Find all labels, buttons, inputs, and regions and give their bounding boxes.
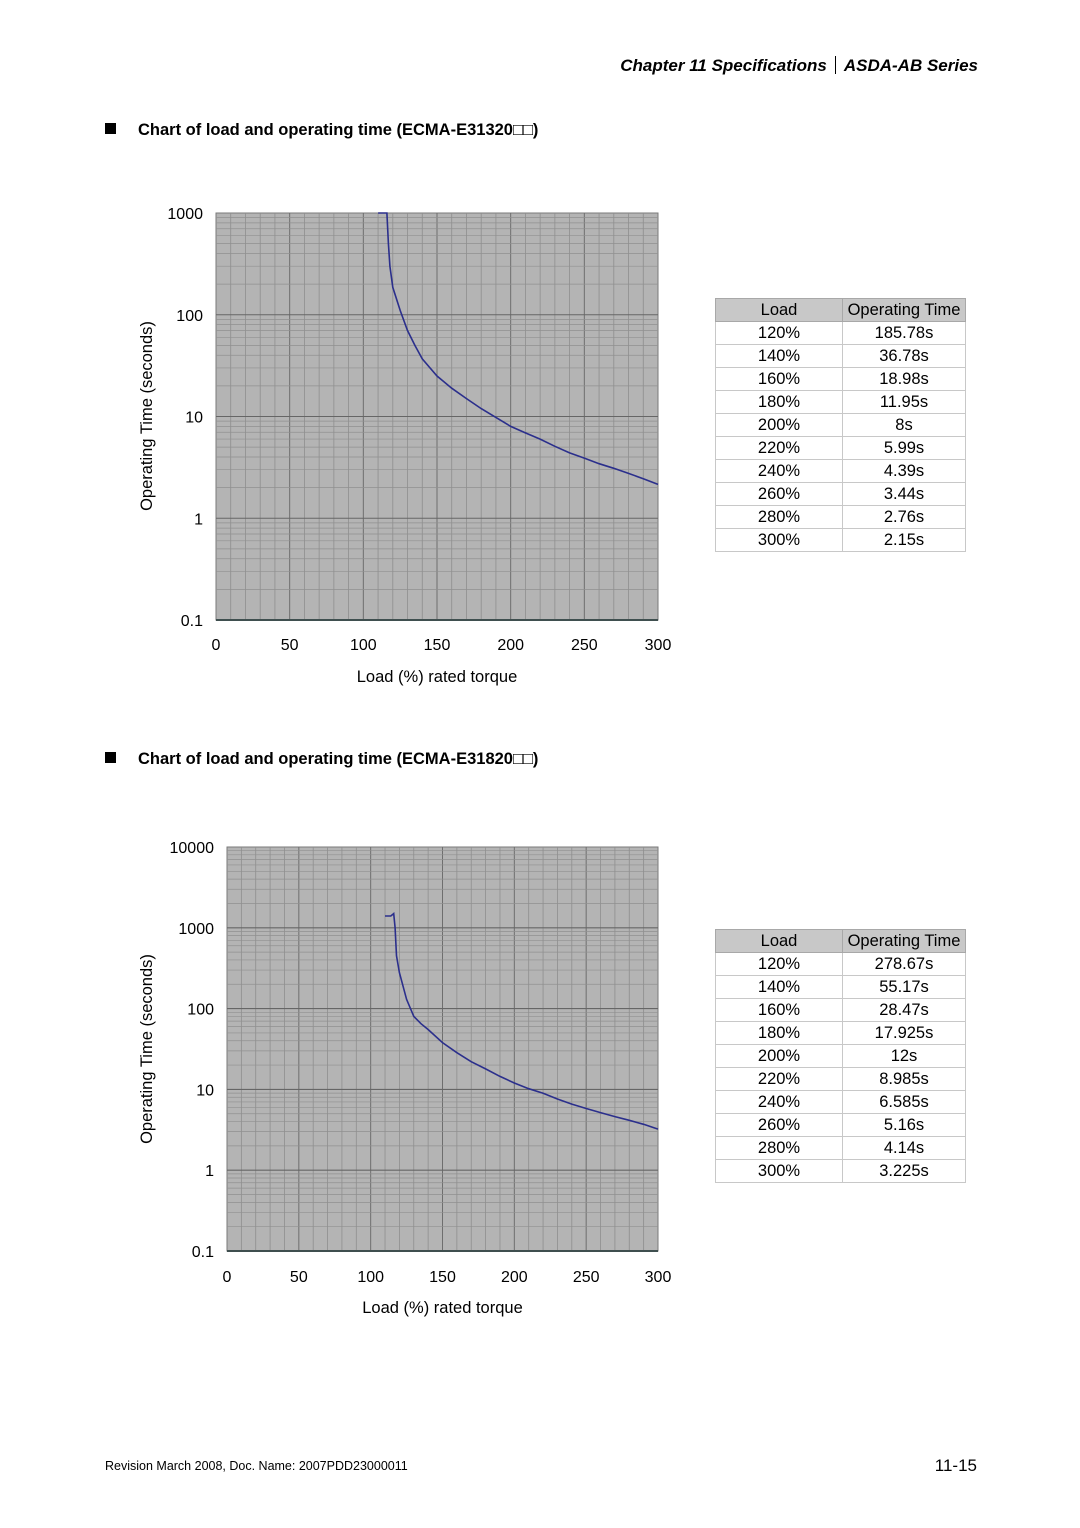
operating-time-cell: 5.99s bbox=[843, 437, 966, 460]
page-number: 11-15 bbox=[934, 1456, 977, 1475]
operating-time-cell: 4.39s bbox=[843, 460, 966, 483]
x-axis-label: Load (%) rated torque bbox=[356, 668, 518, 686]
load-cell: 240% bbox=[716, 1091, 843, 1114]
x-tick-label: 100 bbox=[349, 637, 377, 654]
y-tick-label: 1 bbox=[205, 1163, 214, 1181]
load-cell: 140% bbox=[716, 976, 843, 999]
operating-time-cell: 6.585s bbox=[843, 1091, 966, 1114]
table-row bbox=[716, 1045, 966, 1068]
load-cell: 120% bbox=[716, 953, 843, 976]
footer-revision: Revision March 2008, Doc. Name: 2007PDD23000011 bbox=[105, 1459, 408, 1473]
table-row bbox=[716, 1068, 966, 1091]
operating-time-cell: 8s bbox=[843, 414, 966, 437]
x-tick-label: 150 bbox=[423, 637, 451, 654]
table-row bbox=[716, 976, 966, 999]
y-tick-label: 10 bbox=[196, 1082, 214, 1100]
operating-time-cell: 12s bbox=[843, 1045, 966, 1068]
load-cell: 140% bbox=[716, 345, 843, 368]
load-cell: 160% bbox=[716, 999, 843, 1022]
y-tick-label: 0.1 bbox=[191, 1244, 214, 1261]
load-cell: 200% bbox=[716, 1045, 843, 1068]
section-title-1-text: Chart of load and operating time (ECMA-E31320□□) bbox=[138, 121, 539, 139]
table-row bbox=[716, 1022, 966, 1045]
x-tick-label: 50 bbox=[280, 637, 299, 654]
table-row bbox=[716, 1160, 966, 1183]
x-tick-label: 200 bbox=[497, 637, 525, 654]
y-tick-label: 1000 bbox=[178, 920, 214, 938]
table-row bbox=[716, 1091, 966, 1114]
y-axis-label: Operating Time (seconds) bbox=[138, 954, 156, 1144]
chapter-label: Chapter 11 Specifications bbox=[620, 56, 827, 75]
load-cell: 220% bbox=[716, 437, 843, 460]
y-tick-label: 1000 bbox=[167, 206, 203, 223]
operating-time-cell: 2.76s bbox=[843, 506, 966, 529]
load-cell: 260% bbox=[716, 1114, 843, 1137]
table-header-load: Load bbox=[716, 299, 843, 322]
y-tick-label: 10 bbox=[185, 409, 203, 427]
operating-time-cell: 278.67s bbox=[843, 953, 966, 976]
load-cell: 220% bbox=[716, 1068, 843, 1091]
table-header-load: Load bbox=[716, 930, 843, 953]
table-row bbox=[716, 1114, 966, 1137]
load-cell: 180% bbox=[716, 391, 843, 414]
load-cell: 300% bbox=[716, 529, 843, 552]
x-tick-label: 100 bbox=[357, 1269, 385, 1286]
y-tick-label: 0.1 bbox=[180, 613, 203, 630]
table-row bbox=[716, 999, 966, 1022]
x-tick-label: 250 bbox=[570, 637, 598, 654]
x-tick-label: 250 bbox=[572, 1269, 600, 1286]
operating-time-cell: 18.98s bbox=[843, 368, 966, 391]
table-row bbox=[716, 953, 966, 976]
operating-time-cell: 36.78s bbox=[843, 345, 966, 368]
operating-time-cell: 11.95s bbox=[843, 391, 966, 414]
load-cell: 280% bbox=[716, 1137, 843, 1160]
operating-time-cell: 55.17s bbox=[843, 976, 966, 999]
load-cell: 260% bbox=[716, 483, 843, 506]
table-header-operating-time: Operating Time bbox=[843, 299, 966, 322]
x-tick-label: 50 bbox=[289, 1269, 308, 1286]
x-tick-label: 300 bbox=[644, 637, 672, 654]
x-tick-label: 0 bbox=[211, 637, 221, 654]
x-tick-label: 150 bbox=[429, 1269, 456, 1286]
x-tick-label: 300 bbox=[644, 1269, 672, 1286]
load-cell: 120% bbox=[716, 322, 843, 345]
operating-time-cell: 3.225s bbox=[843, 1160, 966, 1183]
operating-time-cell: 2.15s bbox=[843, 529, 966, 552]
operating-time-cell: 28.47s bbox=[843, 999, 966, 1022]
series-label: ASDA-AB Series bbox=[843, 56, 978, 75]
y-axis-label: Operating Time (seconds) bbox=[138, 321, 156, 511]
x-tick-label: 0 bbox=[222, 1269, 232, 1286]
load-cell: 160% bbox=[716, 368, 843, 391]
load-cell: 280% bbox=[716, 506, 843, 529]
section-title-2-text: Chart of load and operating time (ECMA-E31820□□) bbox=[138, 750, 539, 768]
x-axis-label: Load (%) rated torque bbox=[362, 1299, 523, 1317]
y-tick-label: 1 bbox=[194, 511, 203, 529]
table-header-operating-time: Operating Time bbox=[843, 930, 966, 953]
operating-time-cell: 4.14s bbox=[843, 1137, 966, 1160]
y-tick-label: 100 bbox=[187, 1001, 214, 1019]
operating-time-cell: 5.16s bbox=[843, 1114, 966, 1137]
y-tick-label: 100 bbox=[176, 307, 203, 325]
y-tick-label: 10000 bbox=[169, 840, 214, 857]
operating-time-cell: 17.925s bbox=[843, 1022, 966, 1045]
operating-time-cell: 8.985s bbox=[843, 1068, 966, 1091]
load-cell: 300% bbox=[716, 1160, 843, 1183]
load-cell: 180% bbox=[716, 1022, 843, 1045]
load-cell: 200% bbox=[716, 414, 843, 437]
operating-time-cell: 3.44s bbox=[843, 483, 966, 506]
operating-time-cell: 185.78s bbox=[843, 322, 966, 345]
operating-time-table-2 bbox=[715, 929, 966, 1183]
table-row bbox=[716, 1137, 966, 1160]
load-cell: 240% bbox=[716, 460, 843, 483]
x-tick-label: 200 bbox=[500, 1269, 528, 1286]
